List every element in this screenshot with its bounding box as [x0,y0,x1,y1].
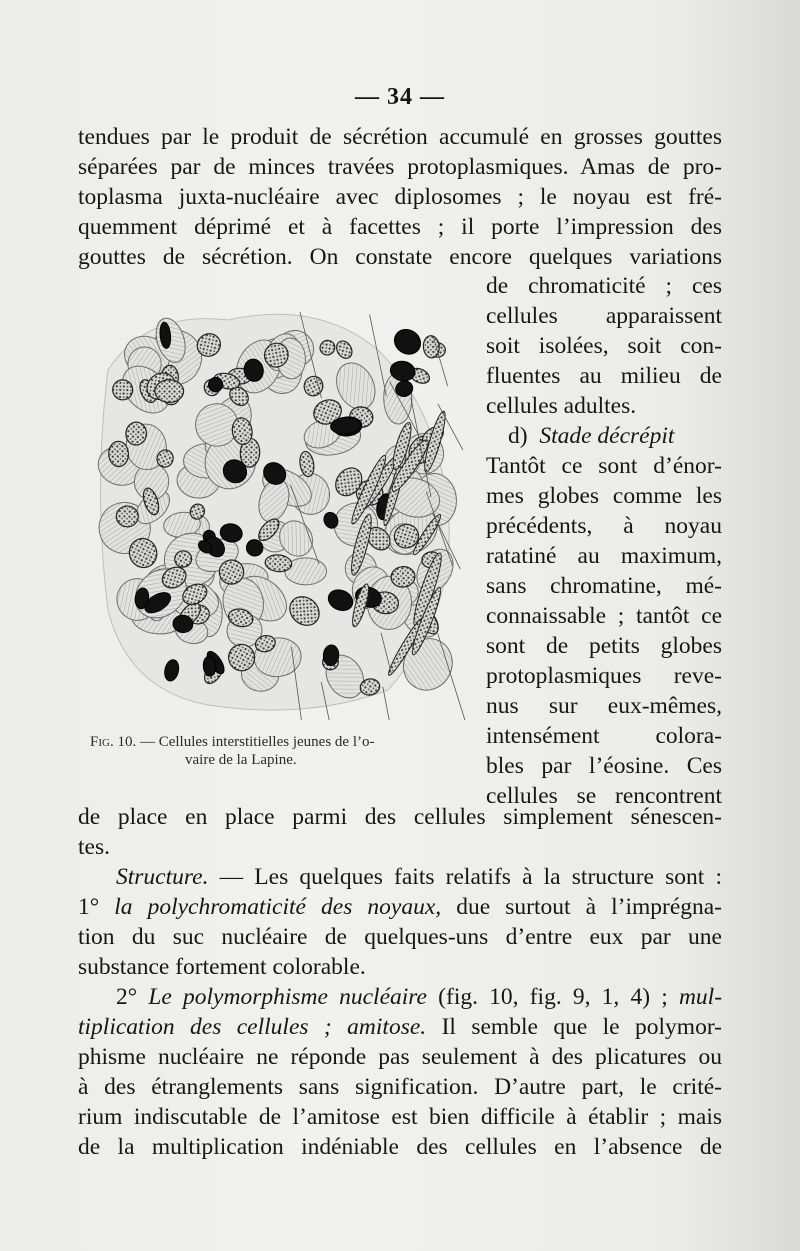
text-line: toplasma juxta-nucléaire avec diplosomes ; le noyau est fré- [78,184,722,210]
text-line: rium indiscutable de l’amitose est bien difficile à établir ; mais [78,1104,722,1130]
nucleus-granular [155,380,184,403]
text-line: cellules se rencontrent [486,783,722,809]
text-line: quemment déprimé et à facettes ; il porte l’impression des [78,214,722,240]
page-number: — 34 — [355,84,445,110]
structure-line [116,862,722,892]
caption-line-2: vaire de la Lapine. [185,752,297,768]
stage-title: Stade décrépit [539,423,675,449]
caption-line-1: — Cellules interstitielles jeunes de l’o- [139,734,375,750]
point-2-line-2 [78,1012,722,1042]
text-line: tendues par le produit de sécrétion accumulé en grosses gouttes [78,124,722,150]
point-2-line [116,982,722,1012]
text-line: cellules adultes. [486,393,637,419]
figure-illustration [88,290,466,720]
text-line: protoplasmiques reve- [486,663,722,689]
structure-intro: — Les quelques faits relatifs à la structure sont : [219,864,722,890]
fibre-line [383,687,402,720]
section-heading-stage [508,421,722,451]
figure-label: Fig. 10. [90,734,137,750]
text-line: de chromaticité ; ces [486,273,722,299]
text-line: cellules apparaissent [486,303,722,329]
nucleus-granular [423,335,440,358]
cell-drawing-group [90,312,465,720]
text-line: de place en place parmi des cellules simplement sénescen- [78,804,722,830]
text-line: soit isolées, soit con- [486,333,722,359]
point-2-text: Il semble que le polymor- [441,1014,723,1040]
point-2-title: Le polymorphisme nucléaire [148,984,427,1010]
text-line: à des étranglements sans signification. D’autre part, le crité- [78,1074,722,1100]
nucleus-dark [390,325,425,359]
text-line: séparées par de minces travées protoplasmiques. Amas de pro- [78,154,722,180]
text-line: sans chromatine, mé- [486,573,722,599]
text-line: intensément colora- [486,723,722,749]
structure-heading: Structure. [116,864,209,890]
text-line: Tantôt ce sont d’énor- [486,453,722,479]
text-line: précédents, à noyau [486,513,722,539]
text-line: de la multiplication indéniable des cellules en l’absence de [78,1134,722,1160]
text-line: ratatiné au maximum, [486,543,722,569]
stage-label: d) [508,423,528,449]
cell-drawing [88,290,466,720]
point-1-text: due surtout à l’imprégna- [456,894,723,920]
point-2-number: 2° [116,984,138,1010]
text-line: mes globes comme les [486,483,722,509]
point-1-number: 1° [78,894,100,920]
figure-caption [90,733,470,769]
text-line: nus sur eux-mêmes, [486,693,722,719]
text-line: substance fortement colorable. [78,954,366,980]
text-line: fluentes au milieu de [486,363,722,389]
text-line: gouttes de sécrétion. On constate encore quelques variations [78,244,722,270]
point-1-title: la polychromaticité des noyaux, [114,894,442,920]
point-2-ref: (fig. 10, fig. 9, 1, 4) ; [438,984,668,1010]
point-2-italic: tiplication des cellules ; amitose. [78,1014,427,1040]
text-line: bles par l’éosine. Ces [486,753,722,779]
nucleus-granular [108,441,129,467]
nucleus-granular [116,505,139,527]
text-line: tes. [78,834,110,860]
text-line: sont de petits globes [486,633,722,659]
text-line: tion du suc nucléaire de quelques-uns d’entre eux par une [78,924,722,950]
text-line: connaissable ; tantôt ce [486,603,722,629]
point-2-title2: mul- [678,984,723,1010]
point-1-line [78,892,722,922]
text-line: phisme nucléaire ne réponde pas seulement à des plicatures ou [78,1044,722,1070]
